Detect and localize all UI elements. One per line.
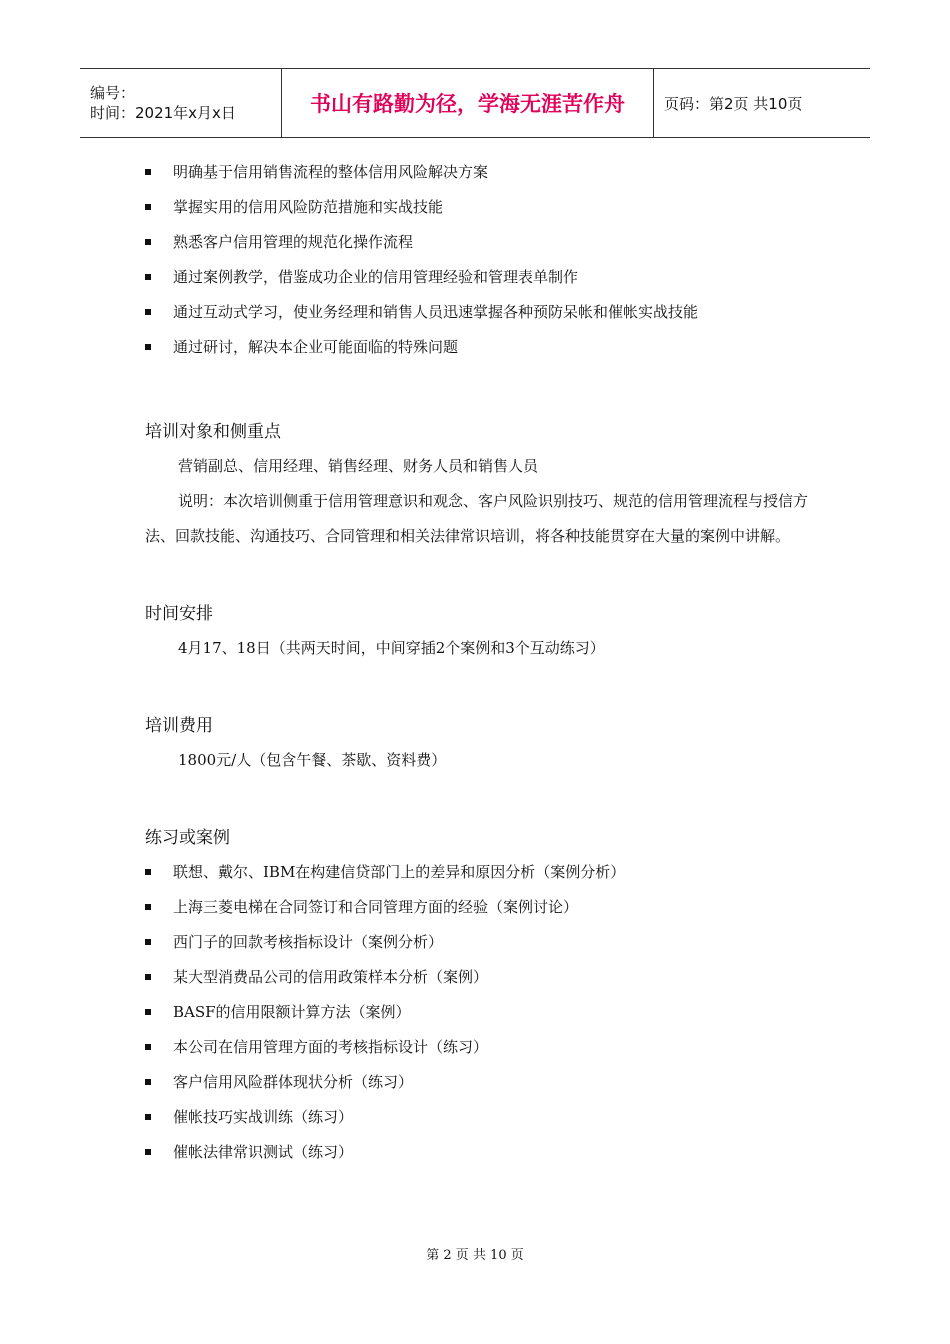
- spacer: [145, 365, 815, 415]
- schedule-text: 4月17、18日（共两天时间，中间穿插2个案例和3个互动练习）: [178, 639, 605, 657]
- audience-note: 说明：本次培训侧重于信用管理意识和观念、客户风险识别技巧、规范的信用管理流程与授信方法、回款技能、沟通技巧、合同管理和相关法律常识培训，将各种技能贯穿在大量的案例中讲解。: [145, 492, 809, 545]
- motto-text: 书山有路勤为径，学海无涯苦作舟: [310, 92, 625, 116]
- square-bullet-icon: [145, 1114, 151, 1120]
- square-bullet-icon: [145, 869, 151, 875]
- square-bullet-icon: [145, 939, 151, 945]
- square-bullet-icon: [145, 1079, 151, 1085]
- square-bullet-icon: [145, 974, 151, 980]
- exercises-list: [145, 855, 815, 1170]
- list-item: 通过案例教学，借鉴成功企业的信用管理经验和管理表单制作: [145, 260, 815, 295]
- document-id-label: 编号：: [90, 84, 136, 102]
- list-item: 西门子的回款考核指标设计（案例分析）: [145, 925, 815, 960]
- document-body: [145, 155, 815, 1170]
- list-item: 联想、戴尔、IBM在构建信贷部门上的差异和原因分析（案例分析）: [145, 855, 815, 890]
- square-bullet-icon: [145, 274, 151, 280]
- square-bullet-icon: [145, 204, 151, 210]
- section-heading-schedule: 时间安排: [145, 604, 213, 624]
- list-item: 本公司在信用管理方面的考核指标设计（练习）: [145, 1030, 815, 1065]
- header-page-number: [654, 69, 870, 137]
- list-item: 熟悉客户信用管理的规范化操作流程: [145, 225, 815, 260]
- list-item: 通过研讨，解决本企业可能面临的特殊问题: [145, 330, 815, 365]
- section-heading-audience: 培训对象和侧重点: [145, 422, 281, 442]
- list-item: 客户信用风险群体现状分析（练习）: [145, 1065, 815, 1100]
- section-heading-exercises: 练习或案例: [145, 828, 230, 848]
- document-date: 时间：2021年x月x日: [90, 104, 236, 122]
- list-item: 催帐法律常识测试（练习）: [145, 1135, 815, 1170]
- page-number-text: 页码：第2页 共10页: [664, 94, 803, 113]
- spacer: [145, 554, 815, 597]
- page-header: [80, 68, 870, 138]
- objectives-list: [145, 155, 815, 365]
- section-heading-fee: 培训费用: [145, 716, 213, 736]
- audience-roles: 营销副总、信用经理、销售经理、财务人员和销售人员: [178, 457, 539, 475]
- fee-text: 1800元/人（包含午餐、茶歇、资料费）: [178, 751, 447, 769]
- footer-page-number: 第 2 页 共 10 页: [426, 1248, 524, 1263]
- spacer: [145, 666, 815, 709]
- square-bullet-icon: [145, 1044, 151, 1050]
- page-footer: [0, 1244, 950, 1263]
- list-item: 明确基于信用销售流程的整体信用风险解决方案: [145, 155, 815, 190]
- square-bullet-icon: [145, 344, 151, 350]
- square-bullet-icon: [145, 904, 151, 910]
- header-motto: [282, 69, 654, 137]
- square-bullet-icon: [145, 309, 151, 315]
- header-meta: [80, 69, 282, 137]
- square-bullet-icon: [145, 1149, 151, 1155]
- square-bullet-icon: [145, 239, 151, 245]
- list-item: BASF的信用限额计算方法（案例）: [145, 995, 815, 1030]
- spacer: [145, 778, 815, 821]
- square-bullet-icon: [145, 169, 151, 175]
- list-item: 通过互动式学习，使业务经理和销售人员迅速掌握各种预防呆帐和催帐实战技能: [145, 295, 815, 330]
- list-item: 掌握实用的信用风险防范措施和实战技能: [145, 190, 815, 225]
- list-item: 某大型消费品公司的信用政策样本分析（案例）: [145, 960, 815, 995]
- list-item: 催帐技巧实战训练（练习）: [145, 1100, 815, 1135]
- square-bullet-icon: [145, 1009, 151, 1015]
- list-item: 上海三菱电梯在合同签订和合同管理方面的经验（案例讨论）: [145, 890, 815, 925]
